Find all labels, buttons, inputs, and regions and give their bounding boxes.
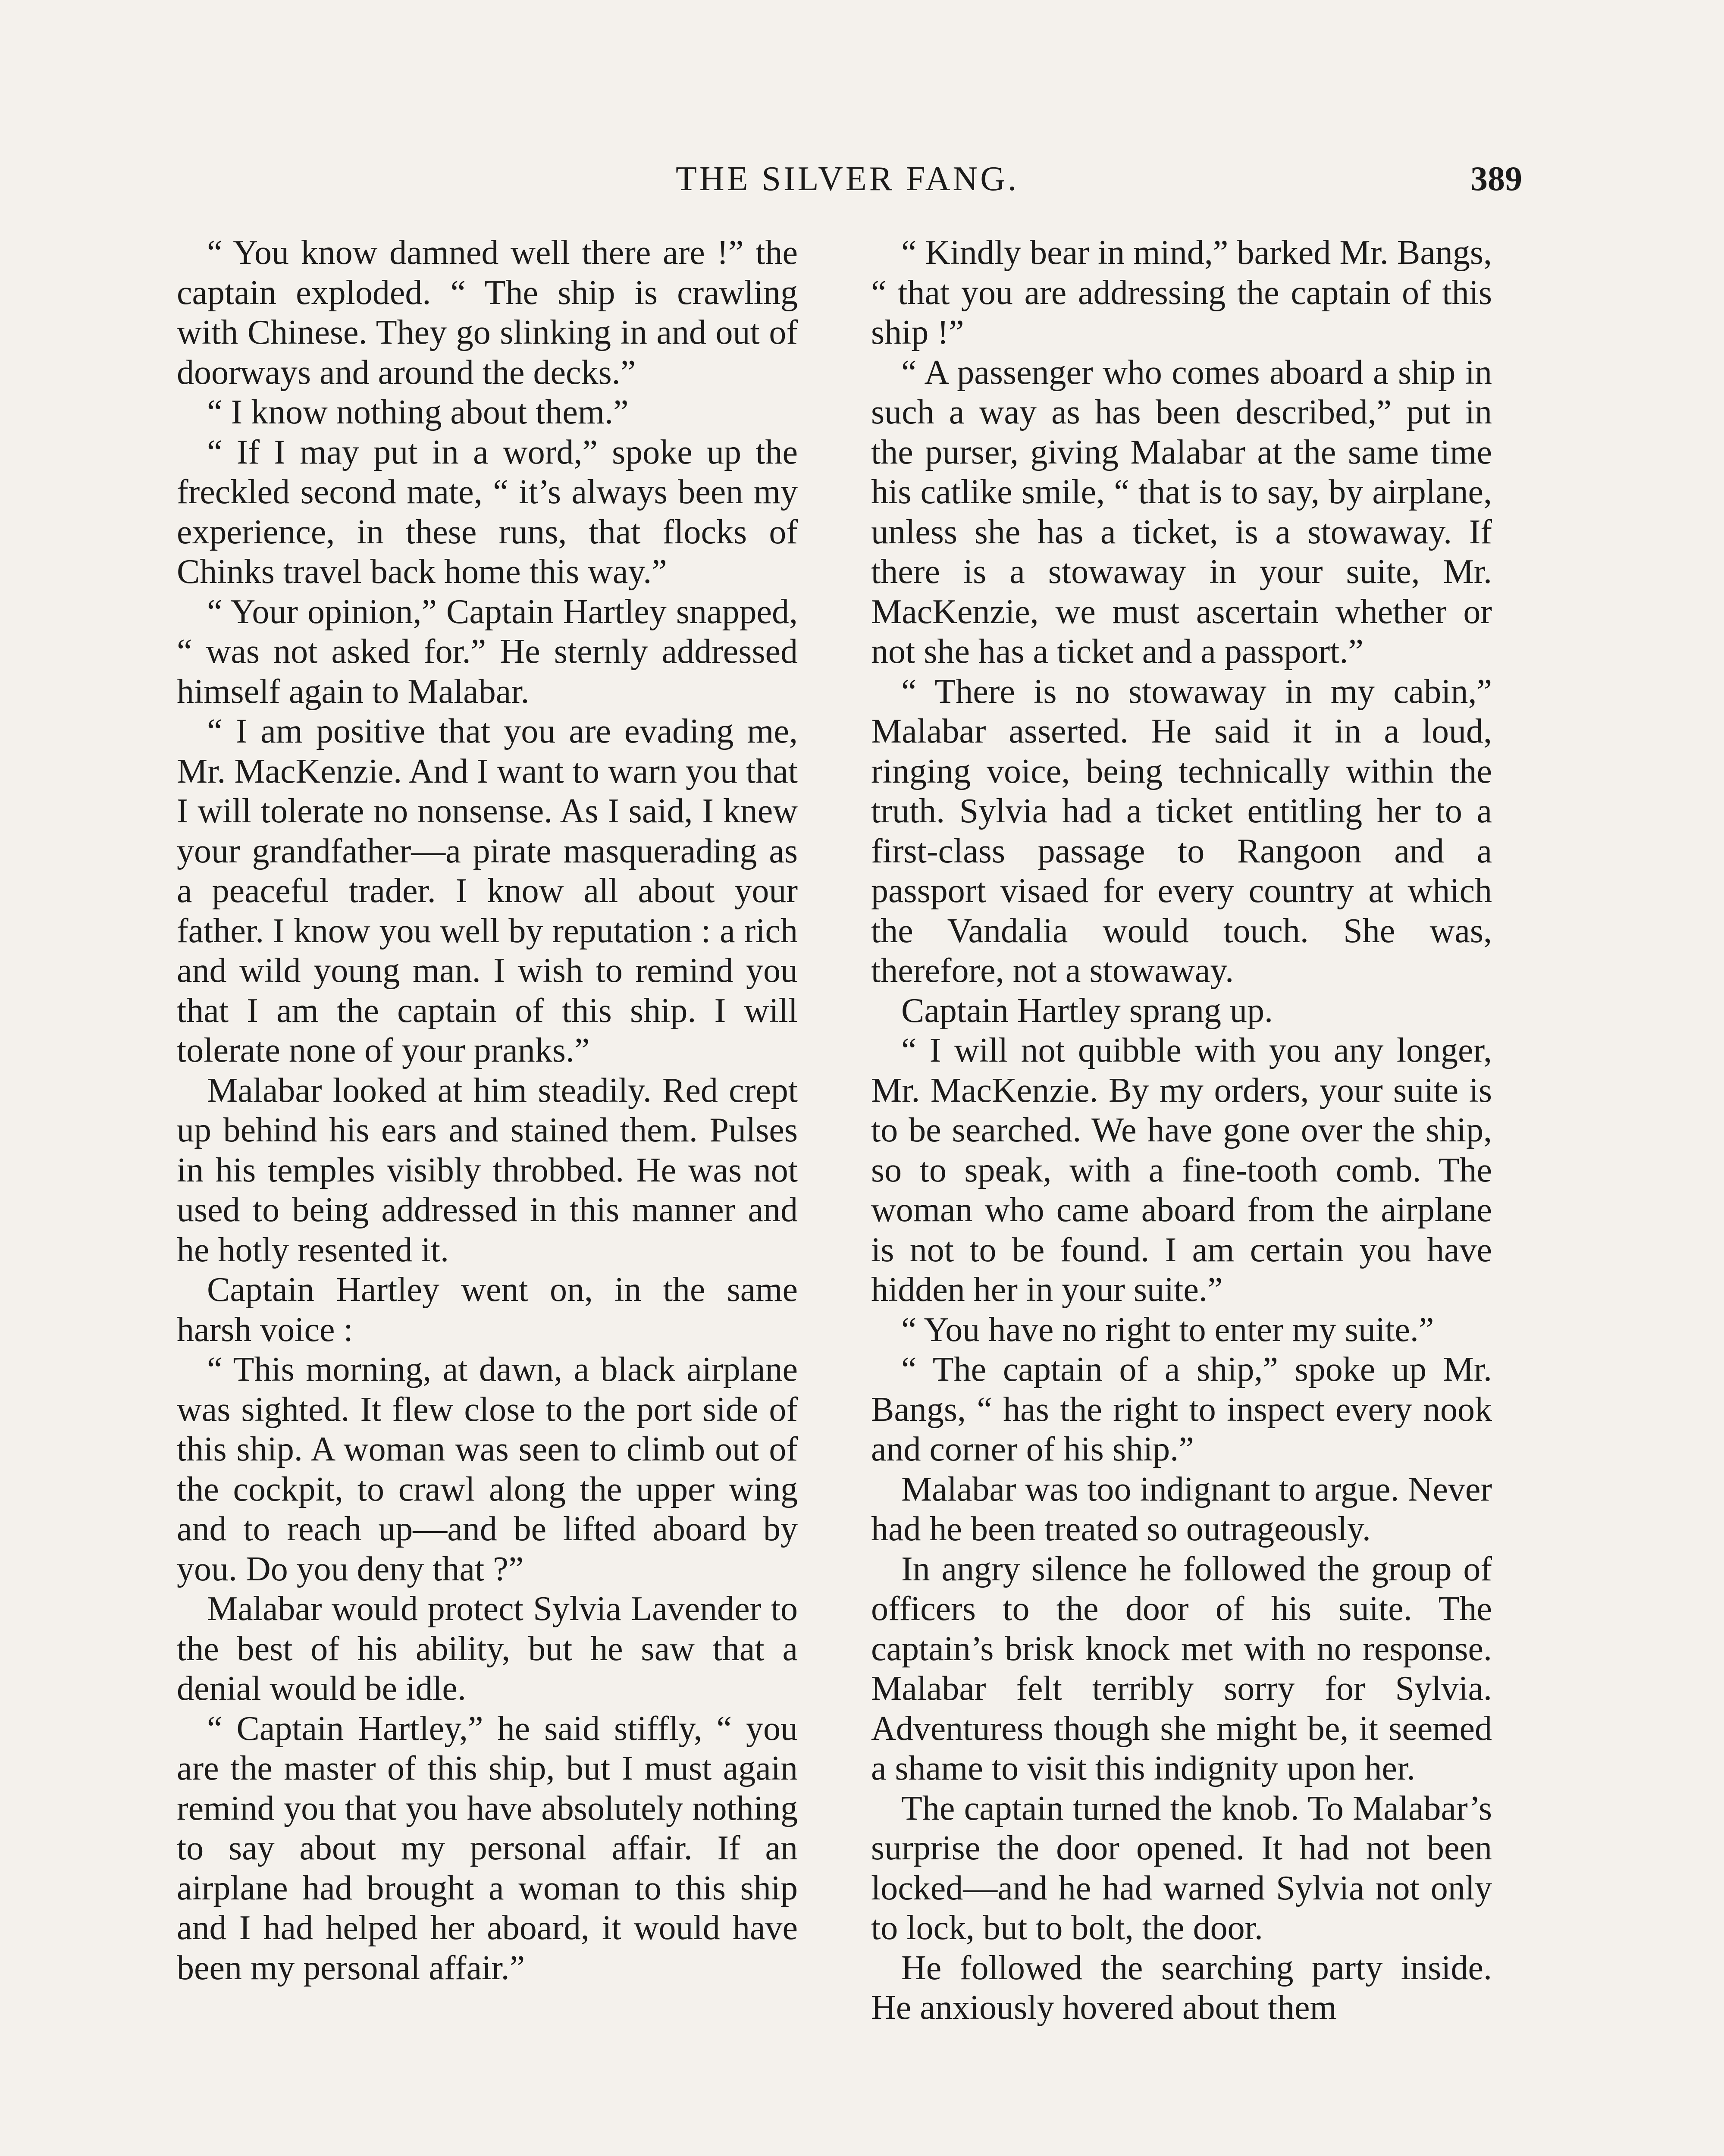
- paragraph: Malabar would protect Sylvia Lavender to the best of his ability, but he saw that a denial would be idle.: [177, 1590, 798, 1708]
- paragraph: Malabar looked at him steadily. Red crept up behind his ears and stained them. Pulses in his temples visibly throbbed. He was not used to being addressed in this manner and he hotly resented it.: [177, 1071, 798, 1269]
- paragraph: In angry silence he followed the group of officers to the door of his suite. The captain’s brisk knock met with no response. Malabar felt terribly sorry for Sylvia. Adventuress though she might be, it seemed a shame to visit this indignity upon her.: [871, 1550, 1492, 1787]
- paragraph: “ The captain of a ship,” spoke up Mr. Bangs, “ has the right to inspect every nook and corner of his ship.”: [871, 1351, 1492, 1468]
- right-column: [871, 233, 1492, 2028]
- paragraph: “ You know damned well there are !” the captain exploded. “ The ship is crawling with Chinese. They go slinking in and out of doorways and around the decks.”: [177, 234, 798, 392]
- paragraph: “ There is no stowaway in my cabin,” Malabar asserted. He said it in a loud, ringing voice, being technically within the truth. Sylvia had a ticket entitling her to a first-class passage to Rangoon and a passport visaed for every country at which the Vandalia would touch. She was, therefore, not a stowaway.: [871, 672, 1492, 990]
- page-number: 389: [1470, 160, 1522, 198]
- paragraph: “ Your opinion,” Captain Hartley snapped, “ was not asked for.” He sternly addressed himself again to Malabar.: [177, 592, 798, 711]
- running-title: THE SILVER FANG.: [675, 160, 1019, 198]
- paragraph: “ You have no right to enter my suite.”: [901, 1310, 1434, 1349]
- paragraph: “ Kindly bear in mind,” barked Mr. Bangs, “ that you are addressing the captain of this ship !”: [871, 234, 1492, 351]
- paragraph: “ This morning, at dawn, a black airplane was sighted. It flew close to the port side of this ship. A woman was seen to climb out of the cockpit, to crawl along the upper wing and to reach up—and be lifted aboard by you. Do you deny that ?”: [177, 1351, 798, 1588]
- paragraph: “ I will not quibble with you any longer, Mr. MacKenzie. By my orders, your suite is to be searched. We have gone over the ship, so to speak, with a fine-tooth comb. The woman who came aboard from the airplane is not to be found. I am certain you have hidden her in your suite.”: [871, 1031, 1492, 1309]
- paragraph: Captain Hartley sprang up.: [901, 991, 1273, 1030]
- paragraph: The captain turned the knob. To Malabar’s surprise the door opened. It had not been locked—and he had warned Sylvia not only to lock, but to bolt, the door.: [871, 1789, 1492, 1947]
- paragraph: “ I am positive that you are evading me, Mr. MacKenzie. And I want to warn you that I will tolerate no nonsense. As I said, I knew your grandfather—a pirate masquerading as a peaceful trader. I know all about your father. I know you well by reputation : a rich and wild young man. I wish to remind you that I am the captain of this ship. I will tolerate none of your pranks.”: [177, 712, 798, 1069]
- paragraph: “ Captain Hartley,” he said stiffly, “ you are the master of this ship, but I must again remind you that you have absolutely nothing to say about my personal affair. If an airplane had brought a woman to this ship and I had helped her aboard, it would have been my personal affair.”: [177, 1709, 798, 1987]
- paragraph: Captain Hartley went on, in the same harsh voice :: [177, 1271, 798, 1349]
- page-header: [172, 160, 1522, 211]
- left-column: [177, 233, 798, 1988]
- paragraph: Malabar was too indignant to argue. Never had he been treated so outrageously.: [871, 1470, 1492, 1548]
- paragraph: “ A passenger who comes aboard a ship in such a way as has been described,” put in the purser, giving Malabar at the same time his catlike smile, “ that is to say, by airplane, unless she has a ticket, is a stowaway. If there is a stowaway in your suite, Mr. MacKenzie, we must ascertain whether or not she has a ticket and a passport.”: [871, 353, 1492, 671]
- paragraph: He followed the searching party inside. He anxiously hovered about them: [871, 1949, 1492, 2027]
- paragraph: “ If I may put in a word,” spoke up the freckled second mate, “ it’s always been my experience, in these runs, that flocks of Chinks travel back home this way.”: [177, 433, 798, 591]
- paragraph: “ I know nothing about them.”: [207, 393, 629, 431]
